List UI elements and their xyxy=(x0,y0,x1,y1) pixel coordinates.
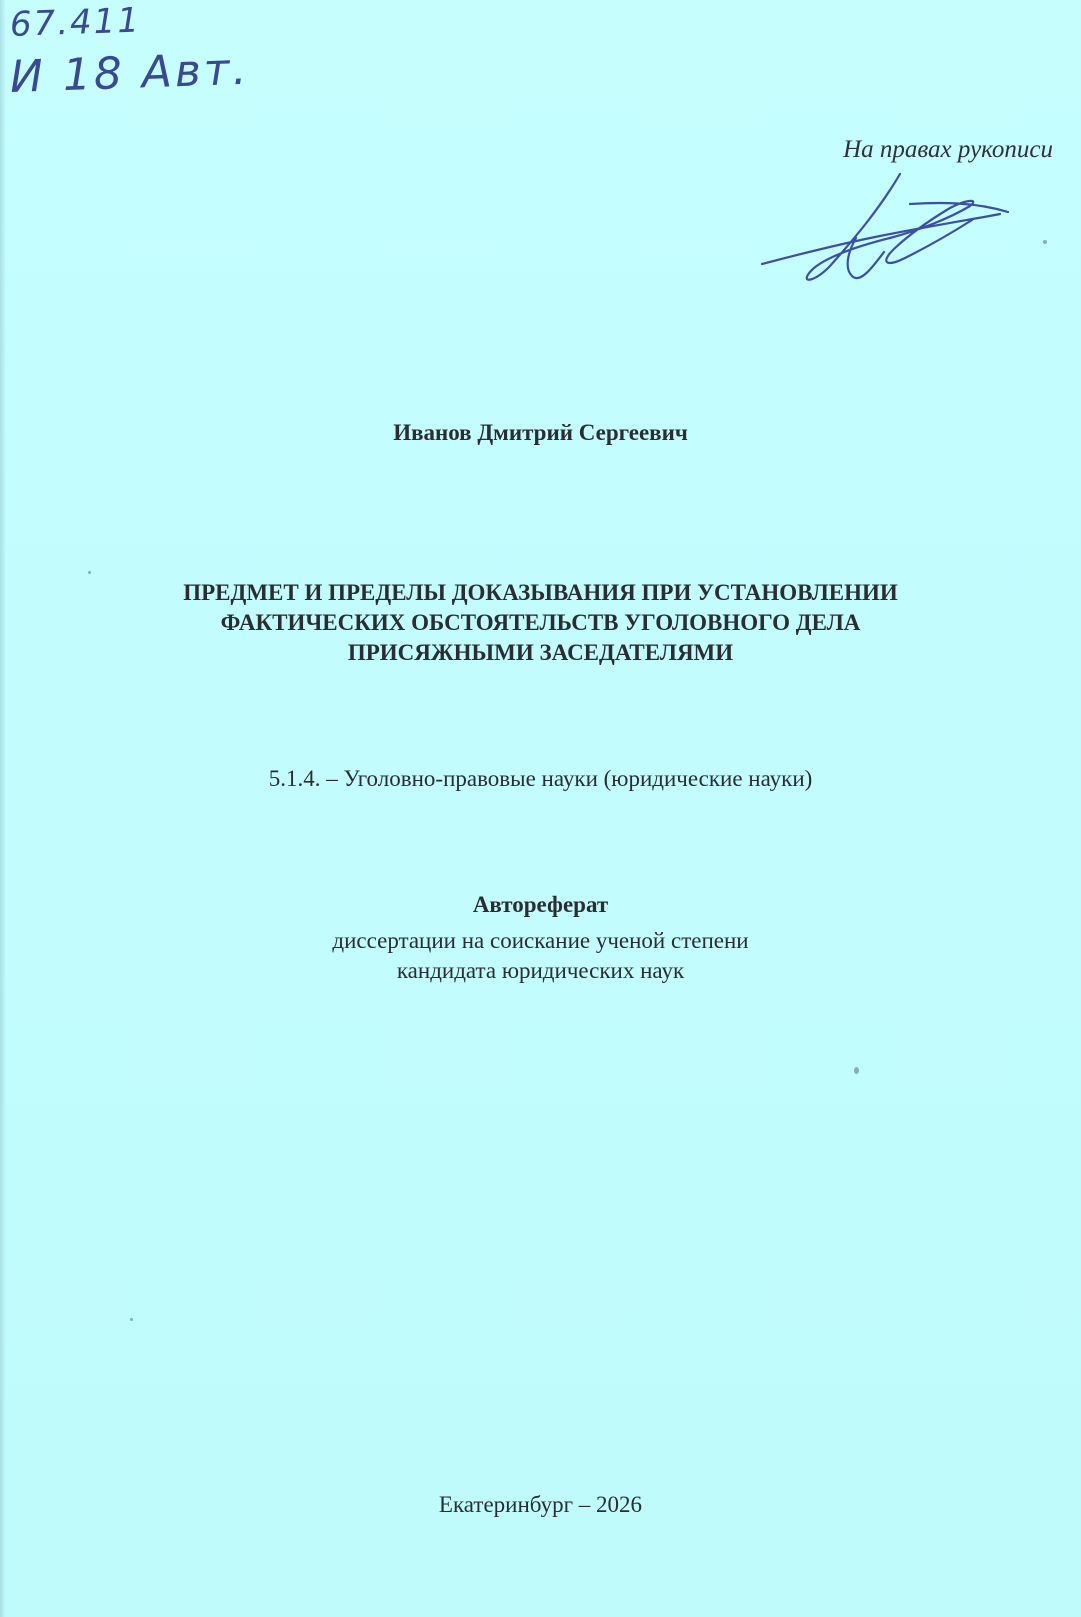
title-line-1: ПРЕДМЕТ И ПРЕДЕЛЫ ДОКАЗЫВАНИЯ ПРИ УСТАНОВЛЕНИИ xyxy=(183,580,898,605)
document-type: Автореферат xyxy=(472,892,609,917)
scan-edge-shadow xyxy=(0,0,6,1617)
dissertation-title xyxy=(40,578,1041,668)
scan-speck xyxy=(1043,240,1047,244)
signature-icon xyxy=(760,168,1040,298)
scan-speck xyxy=(88,571,91,574)
description-line-1: диссертации на соискание ученой степени xyxy=(332,928,749,953)
author-name: Иванов Дмитрий Сергеевич xyxy=(393,420,688,445)
description-line-2: кандидата юридических наук xyxy=(396,958,685,983)
handwritten-note-line-2: И 18 Авт. xyxy=(9,43,251,103)
manuscript-rights-label: На правах рукописи xyxy=(843,136,1053,163)
scan-speck xyxy=(130,1318,133,1321)
city-and-year: Екатеринбург – 2026 xyxy=(438,1492,643,1517)
handwritten-catalog-note xyxy=(9,0,270,103)
title-line-2: ФАКТИЧЕСКИХ ОБСТОЯТЕЛЬСТВ УГОЛОВНОГО ДЕЛА xyxy=(220,610,861,635)
specialty-code: 5.1.4. – Уголовно-правовые науки (юридические науки) xyxy=(268,766,813,791)
title-line-3: ПРИСЯЖНЫМИ ЗАСЕДАТЕЛЯМИ xyxy=(347,640,734,665)
scan-speck xyxy=(854,1067,859,1074)
handwritten-note-line-1: 67.411 xyxy=(9,0,142,45)
document-description xyxy=(0,926,1081,986)
